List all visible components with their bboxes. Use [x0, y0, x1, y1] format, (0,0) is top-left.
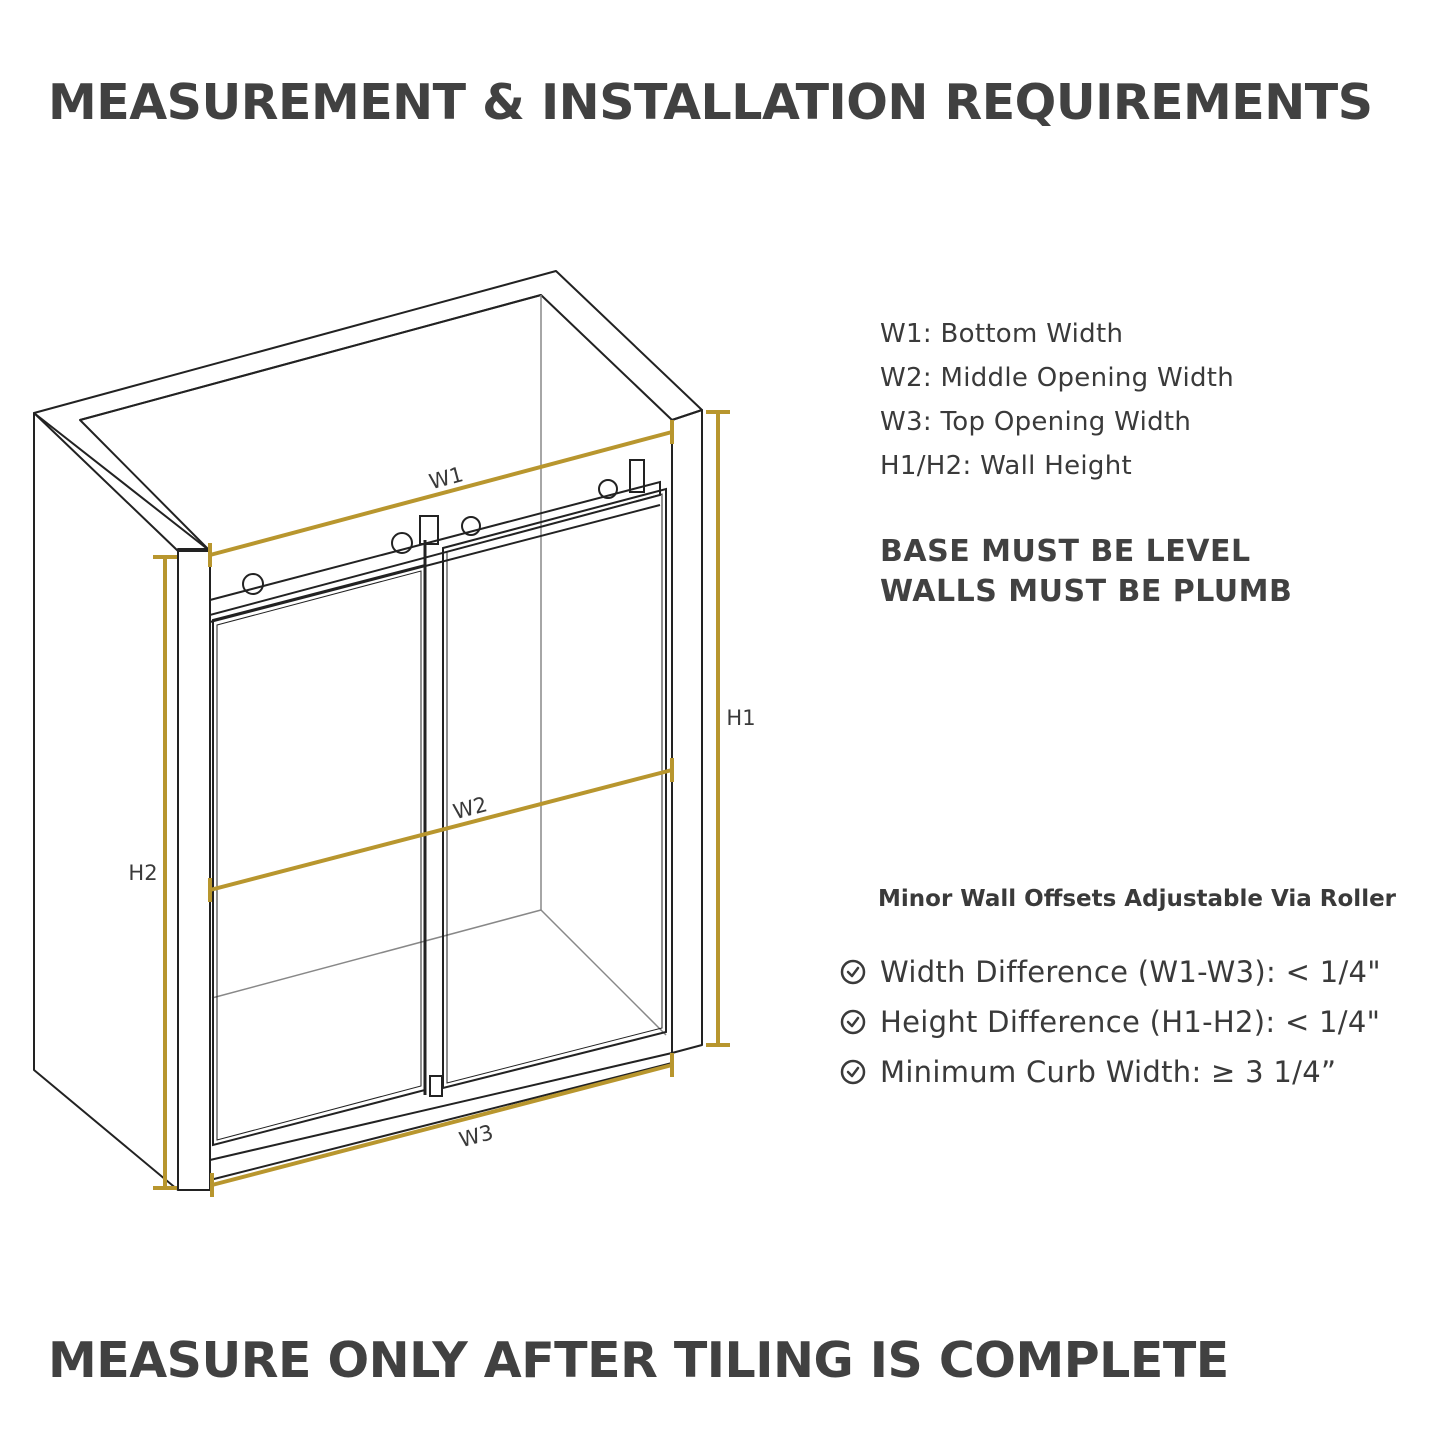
sliding-panel	[443, 489, 666, 1088]
w1-label: W1	[426, 462, 466, 495]
w3-label: W3	[456, 1120, 496, 1153]
left-wall	[34, 413, 210, 1190]
sliding-doors	[210, 460, 666, 1145]
tolerance-text: Height Difference (H1-H2): < 1/4"	[880, 1005, 1381, 1039]
floor-guide	[430, 1076, 442, 1096]
tolerance-item	[838, 947, 1381, 997]
h2-label: H2	[128, 861, 158, 885]
back-top-edge	[80, 295, 541, 420]
sliding-rail	[210, 482, 660, 615]
legend-w1: W1: Bottom Width	[880, 319, 1124, 349]
requirements	[880, 532, 1292, 612]
w2-label: W2	[450, 792, 490, 825]
legend-w3: W3: Top Opening Width	[880, 407, 1192, 437]
right-wall	[672, 410, 702, 1053]
tolerance-text: Minimum Curb Width: ≥ 3 1/4”	[880, 1055, 1337, 1089]
legend-h1-h2: H1/H2: Wall Height	[880, 451, 1133, 481]
check-circle-icon	[838, 1057, 868, 1087]
tolerance-item	[838, 1047, 1381, 1097]
curb	[210, 1053, 672, 1180]
floor-right-edge	[541, 910, 666, 1035]
stopper	[420, 516, 438, 544]
h1-label: H1	[726, 706, 756, 730]
enclosure-walls	[34, 271, 702, 1190]
w2-line	[210, 770, 672, 890]
top-cap	[34, 271, 702, 551]
page-title: MEASUREMENT & INSTALLATION REQUIREMENTS	[48, 74, 1373, 131]
check-circle-icon	[838, 957, 868, 987]
floor-back-edge	[212, 910, 541, 998]
tolerance-list	[838, 947, 1381, 1097]
check-circle-icon	[838, 1007, 868, 1037]
requirement-walls-plumb: WALLS MUST BE PLUMB	[880, 574, 1293, 609]
legend-w2: W2: Middle Opening Width	[880, 363, 1235, 393]
tolerance-heading: Minor Wall Offsets Adjustable Via Roller	[878, 886, 1397, 912]
w1-line	[210, 432, 672, 555]
requirement-base-level: BASE MUST BE LEVEL	[880, 534, 1251, 569]
footer-note: MEASURE ONLY AFTER TILING IS COMPLETE	[48, 1332, 1229, 1389]
tolerance-text: Width Difference (W1-W3): < 1/4"	[880, 955, 1381, 989]
roller	[243, 574, 263, 594]
dimension-legend	[880, 312, 1234, 488]
left-wall-edge	[178, 549, 210, 1190]
fixed-panel	[213, 565, 425, 1145]
tolerance-item	[838, 997, 1381, 1047]
